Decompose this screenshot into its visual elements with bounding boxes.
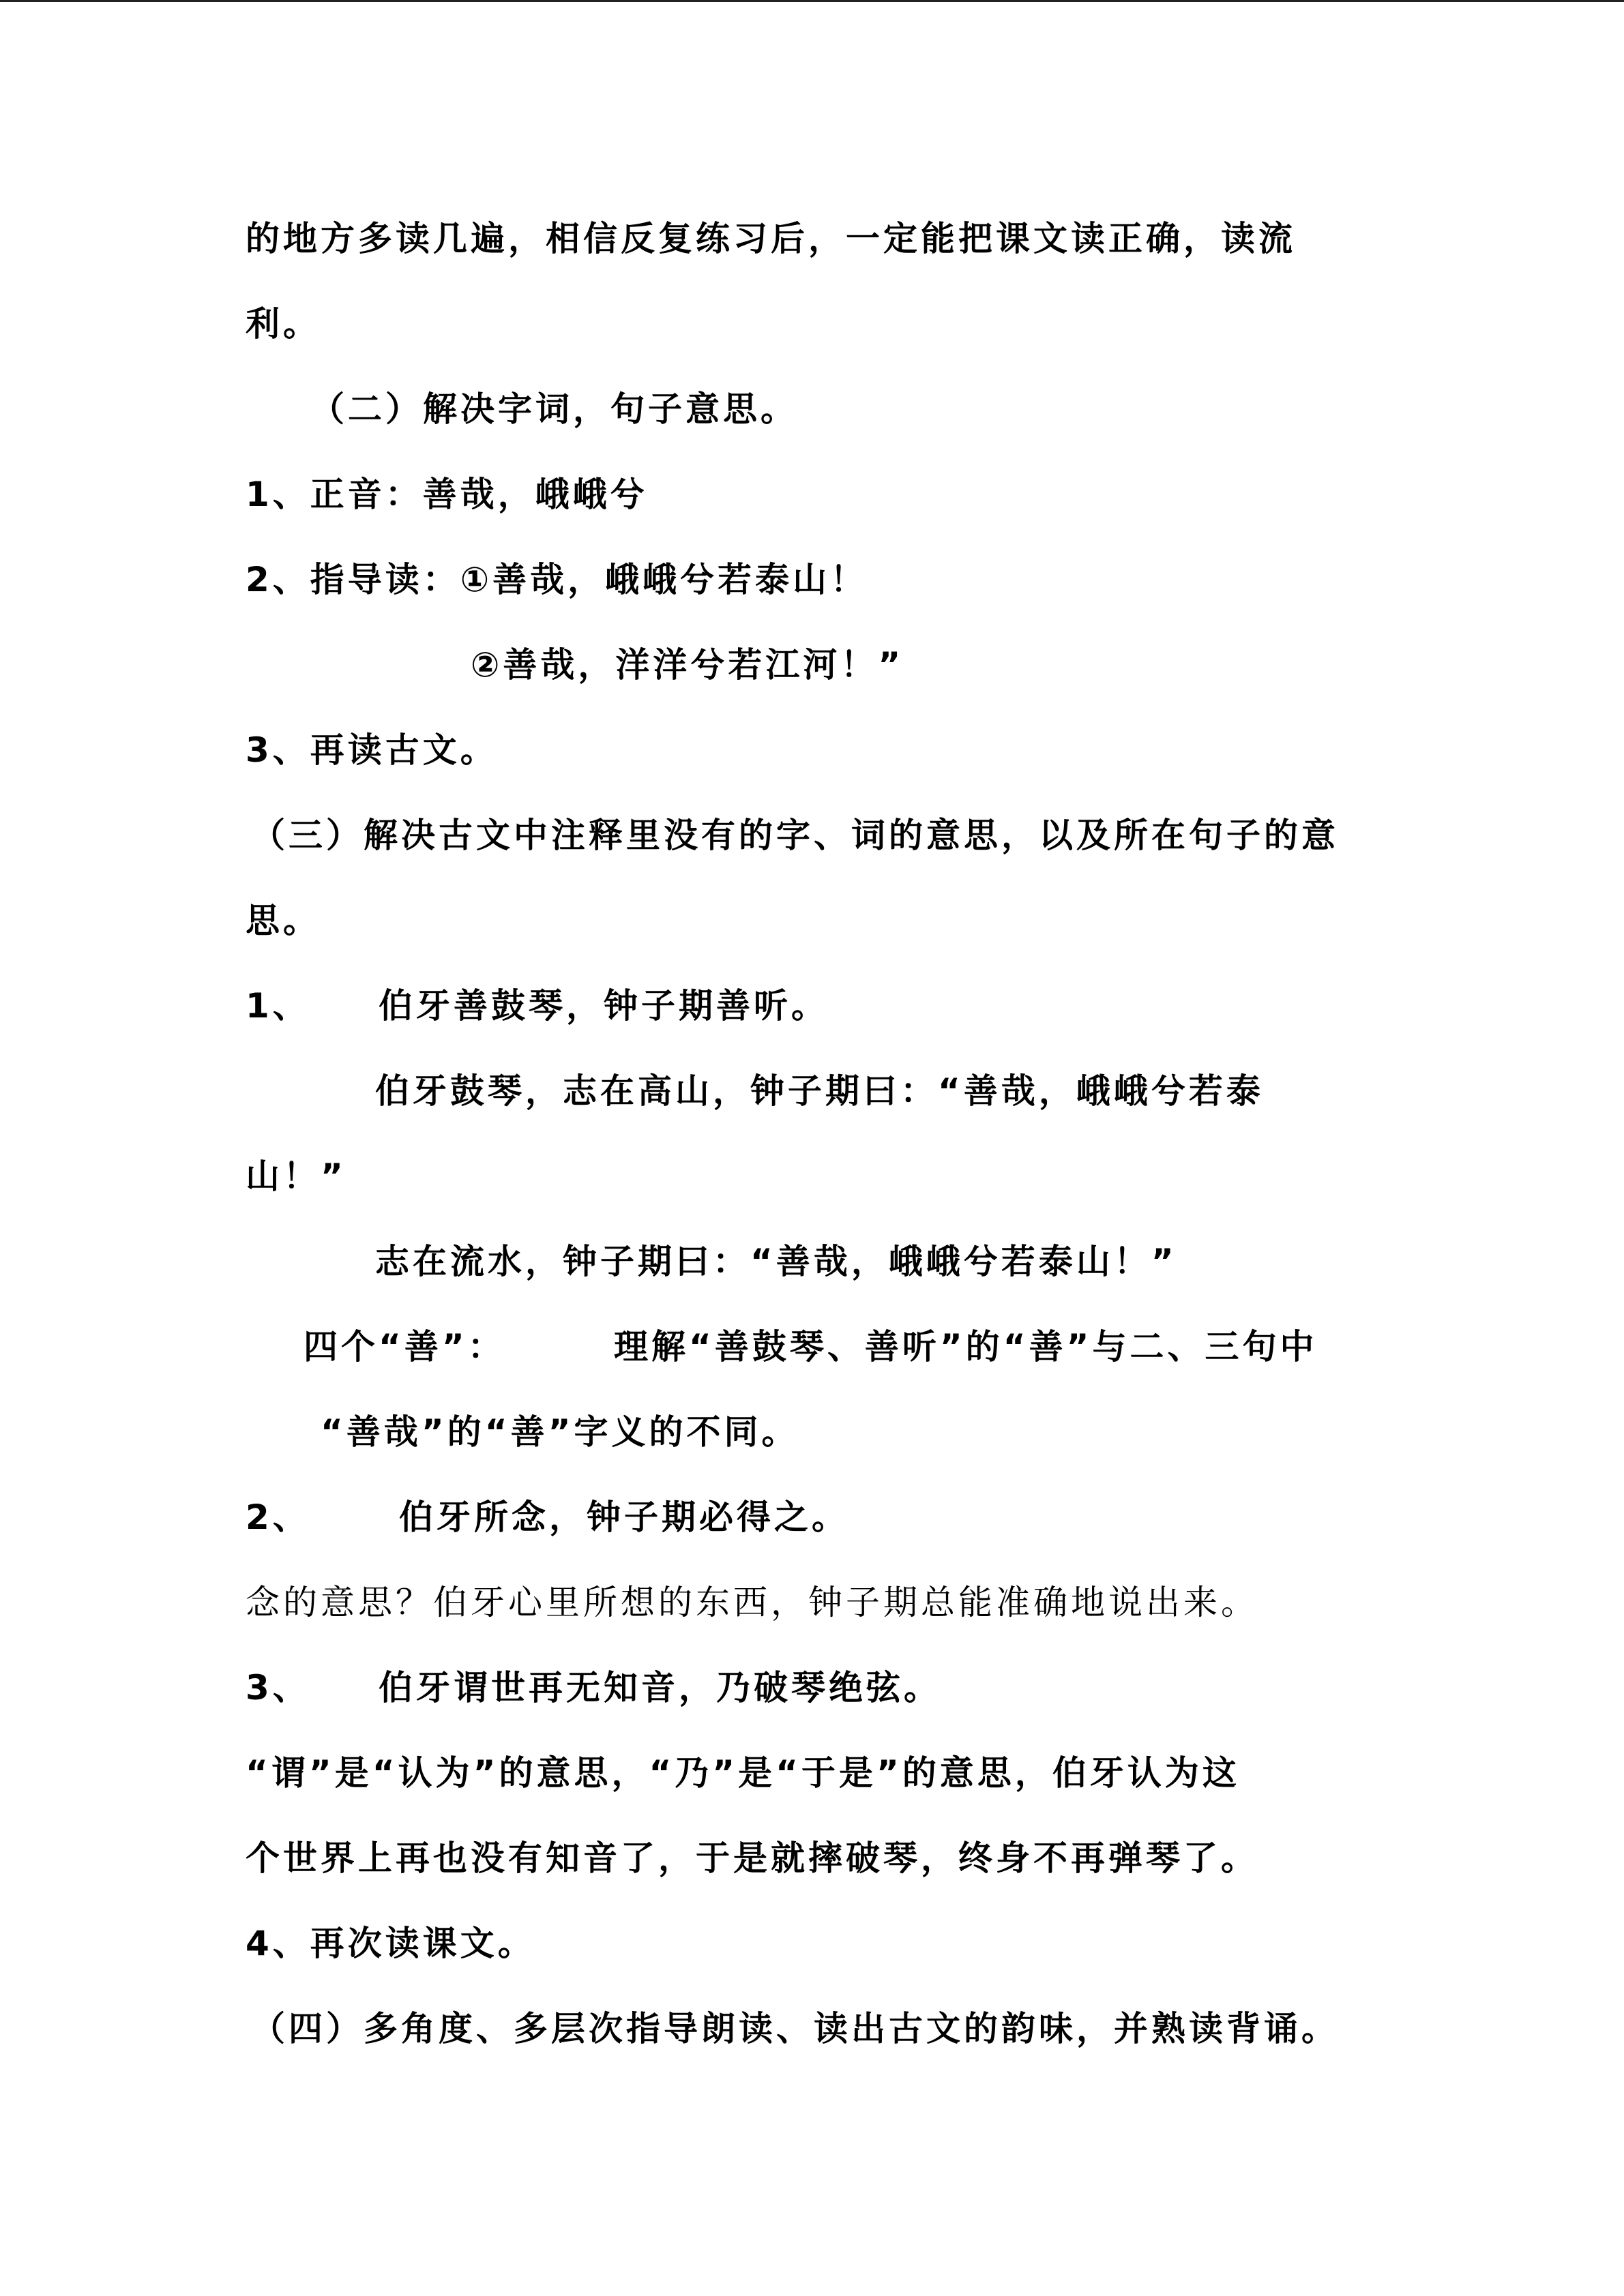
text-line: 1、正音：善哉，峨峨兮 — [246, 475, 648, 514]
top-border-line — [0, 0, 1624, 2]
section-heading: （二）解决字词，句子意思。 — [310, 389, 798, 429]
text-line: 4、再次读课文。 — [246, 1924, 535, 1963]
text-line: 理解“善鼓琴、善听”的“善”与二、三句中 — [614, 1327, 1318, 1367]
list-marker: 1、 — [246, 986, 310, 1026]
text-line: “善哉”的“善”字义的不同。 — [321, 1412, 799, 1452]
section-heading: （三）解决古文中注释里没有的字、词的意思，以及所在句子的意 — [251, 816, 1339, 855]
list-marker: 2、 — [246, 1497, 310, 1537]
text-line: 念的意思？伯牙心里所想的东西，钟子期总能准确地说出来。 — [246, 1583, 1258, 1622]
section-heading: （四）多角度、多层次指导朗读、读出古文的韵味，并熟读背诵。 — [251, 2009, 1339, 2048]
text-line: 伯牙所念，钟子期必得之。 — [399, 1497, 849, 1537]
text-line: 伯牙善鼓琴，钟子期善听。 — [379, 986, 829, 1026]
text-line: “谓”是“认为”的意思，“乃”是“于是”的意思，伯牙认为这 — [246, 1753, 1240, 1793]
text-line: 利。 — [246, 304, 321, 344]
text-line: ②善哉，洋洋兮若江河！” — [471, 645, 904, 685]
list-marker: 3、 — [246, 1668, 310, 1708]
text-line: 的地方多读几遍，相信反复练习后，一定能把课文读正确，读流 — [246, 219, 1296, 258]
text-line: 2、指导读：①善哉，峨峨兮若泰山！ — [246, 560, 868, 599]
text-line: 伯牙谓世再无知音，乃破琴绝弦。 — [379, 1668, 941, 1708]
text-line: 个世界上再也没有知音了，于是就摔破琴，终身不再弹琴了。 — [246, 1838, 1258, 1878]
text-line: 山！” — [246, 1157, 346, 1196]
text-line: 思。 — [246, 901, 321, 940]
text-line: 志在流水，钟子期曰：“善哉，峨峨兮若泰山！” — [375, 1242, 1177, 1281]
text-line: 3、再读古文。 — [246, 730, 498, 770]
text-line: 四个“善”： — [304, 1327, 505, 1367]
text-line: 伯牙鼓琴，志在高山，钟子期曰：“善哉，峨峨兮若泰 — [375, 1071, 1264, 1111]
